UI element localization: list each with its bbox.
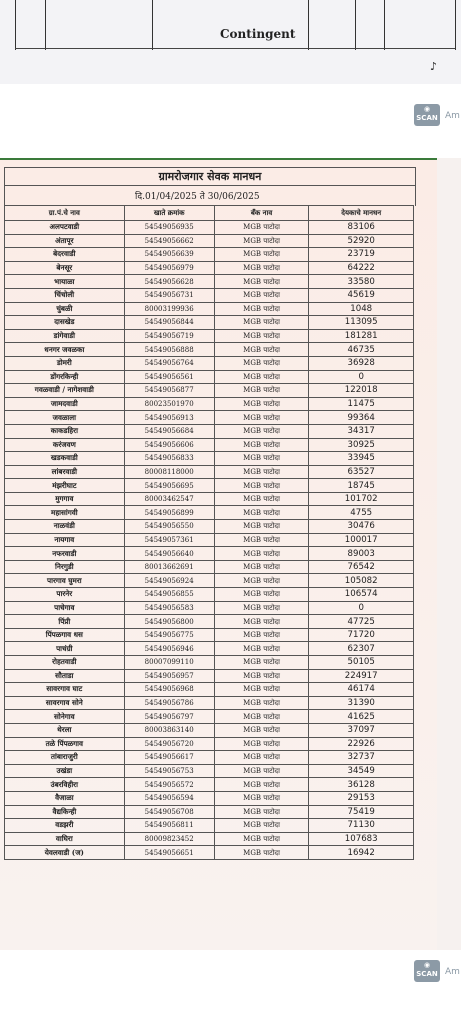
account-no-cell: 54549056606	[124, 438, 214, 452]
gp-name-cell: धनगर जवळका	[5, 343, 125, 357]
bank-name-cell: MGB पाटोदा	[214, 397, 309, 411]
bank-name-cell: MGB पाटोदा	[214, 710, 309, 724]
account-no-cell: 80009823452	[124, 832, 214, 846]
table-row	[5, 533, 414, 547]
account-no-cell: 54549056968	[124, 683, 214, 697]
amount-cell: 89003	[309, 547, 414, 561]
account-no-cell: 54549056561	[124, 370, 214, 384]
header-bank-name: बँक नाव	[214, 206, 309, 221]
gp-name-cell: वाघिरा	[5, 832, 125, 846]
table-row	[5, 356, 414, 370]
amount-cell: 50105	[309, 656, 414, 670]
table-row	[5, 438, 414, 452]
table-row	[5, 791, 414, 805]
amount-cell: 75419	[309, 805, 414, 819]
account-no-cell: 54549056775	[124, 628, 214, 642]
amount-cell: 33580	[309, 275, 414, 289]
bank-name-cell: MGB पाटोदा	[214, 560, 309, 574]
bank-name-cell: MGB पाटोदा	[214, 615, 309, 629]
table-row	[5, 723, 414, 737]
gp-name-cell: नफरवाडी	[5, 547, 125, 561]
table-row	[5, 492, 414, 506]
account-no-cell: 54549056957	[124, 669, 214, 683]
table-row	[5, 601, 414, 615]
account-no-cell: 80003199936	[124, 302, 214, 316]
amount-cell: 76542	[309, 560, 414, 574]
amount-cell: 106574	[309, 588, 414, 602]
table-row	[5, 696, 414, 710]
gp-name-cell: येवलवाडी (ज)	[5, 846, 125, 860]
bank-name-cell: MGB पाटोदा	[214, 656, 309, 670]
amount-cell: 107683	[309, 832, 414, 846]
bank-name-cell: MGB पाटोदा	[214, 574, 309, 588]
account-no-cell: 54549056797	[124, 710, 214, 724]
bank-name-cell: MGB पाटोदा	[214, 234, 309, 248]
bank-name-cell: MGB पाटोदा	[214, 533, 309, 547]
account-no-cell: 54549057361	[124, 533, 214, 547]
gp-name-cell: जवळाला	[5, 411, 125, 425]
gp-name-cell: तांबाराजुरी	[5, 751, 125, 765]
gp-name-cell: डोमरी	[5, 356, 125, 370]
table-row	[5, 778, 414, 792]
gp-name-cell: महासांगवी	[5, 506, 125, 520]
table-divider	[355, 0, 356, 50]
bank-name-cell: MGB पाटोदा	[214, 384, 309, 398]
table-row	[5, 669, 414, 683]
table-row	[5, 805, 414, 819]
account-no-cell: 54549056924	[124, 574, 214, 588]
gp-name-cell: मंझरीघाट	[5, 479, 125, 493]
table-row	[5, 683, 414, 697]
table-row	[5, 261, 414, 275]
account-no-cell: 54549056708	[124, 805, 214, 819]
bank-name-cell: MGB पाटोदा	[214, 248, 309, 262]
bank-name-cell: MGB पाटोदा	[214, 601, 309, 615]
gp-name-cell: पाचंग्री	[5, 642, 125, 656]
document-title: ग्रामरोजगार सेवक मानधन	[4, 167, 416, 185]
bank-name-cell: MGB पाटोदा	[214, 832, 309, 846]
gp-name-cell: लांबरवाडी	[5, 465, 125, 479]
amount-cell: 83106	[309, 221, 414, 235]
gp-name-cell: सावरगाव घाट	[5, 683, 125, 697]
account-no-cell: 54549056753	[124, 764, 214, 778]
table-header-row	[5, 206, 414, 221]
amount-cell: 32737	[309, 751, 414, 765]
contingent-label: Contingent	[220, 27, 296, 41]
amount-cell: 33945	[309, 452, 414, 466]
table-row	[5, 316, 414, 330]
account-no-cell: 54549056800	[124, 615, 214, 629]
gp-name-cell: नायगाव	[5, 533, 125, 547]
table-row	[5, 520, 414, 534]
amount-cell: 71130	[309, 819, 414, 833]
amount-cell: 101702	[309, 492, 414, 506]
account-no-cell: 80007099110	[124, 656, 214, 670]
table-row	[5, 343, 414, 357]
amount-cell: 30925	[309, 438, 414, 452]
table-row	[5, 329, 414, 343]
bank-name-cell: MGB पाटोदा	[214, 669, 309, 683]
table-row	[5, 452, 414, 466]
amount-cell: 29153	[309, 791, 414, 805]
amount-cell: 11475	[309, 397, 414, 411]
gp-name-cell: मुगगाव	[5, 492, 125, 506]
gp-name-cell: चुंबळी	[5, 302, 125, 316]
document-page	[0, 158, 437, 952]
gp-name-cell: थेरला	[5, 723, 125, 737]
account-no-cell: 54549056731	[124, 288, 214, 302]
bank-name-cell: MGB पाटोदा	[214, 764, 309, 778]
amount-cell: 46735	[309, 343, 414, 357]
account-no-cell: 54549056651	[124, 846, 214, 860]
account-no-cell: 80023501970	[124, 397, 214, 411]
gp-name-cell: डोंगरकिन्ही	[5, 370, 125, 384]
amount-cell: 41625	[309, 710, 414, 724]
account-no-cell: 54549056855	[124, 588, 214, 602]
account-no-cell: 54549056979	[124, 261, 214, 275]
amount-cell: 62307	[309, 642, 414, 656]
gp-name-cell: करंजवण	[5, 438, 125, 452]
page-edge	[437, 158, 461, 950]
table-row	[5, 370, 414, 384]
bank-name-cell: MGB पाटोदा	[214, 438, 309, 452]
table-row	[5, 832, 414, 846]
honorarium-table	[4, 205, 414, 860]
gp-name-cell: उखंडा	[5, 764, 125, 778]
account-no-cell: 54549056811	[124, 819, 214, 833]
amount-cell: 1048	[309, 302, 414, 316]
table-divider	[152, 0, 153, 50]
table-row	[5, 547, 414, 561]
account-no-cell: 54549056639	[124, 248, 214, 262]
table-row	[5, 275, 414, 289]
bank-name-cell: MGB पाटोदा	[214, 479, 309, 493]
amount-cell: 34317	[309, 424, 414, 438]
account-no-cell: 54549056946	[124, 642, 214, 656]
amount-cell: 23719	[309, 248, 414, 262]
bank-name-cell: MGB पाटोदा	[214, 261, 309, 275]
gp-name-cell: वैद्यकिन्ही	[5, 805, 125, 819]
account-no-cell: 54549056786	[124, 696, 214, 710]
previous-page-fragment	[0, 0, 461, 84]
table-row	[5, 710, 414, 724]
amount-cell: 31390	[309, 696, 414, 710]
table-row	[5, 751, 414, 765]
bank-name-cell: MGB पाटोदा	[214, 275, 309, 289]
amount-cell: 99364	[309, 411, 414, 425]
account-no-cell: 80013662691	[124, 560, 214, 574]
gp-name-cell: भायाळा	[5, 275, 125, 289]
amount-cell: 0	[309, 370, 414, 384]
gp-name-cell: सावरगाव सोने	[5, 696, 125, 710]
bank-name-cell: MGB पाटोदा	[214, 588, 309, 602]
amount-cell: 46174	[309, 683, 414, 697]
amount-cell: 30476	[309, 520, 414, 534]
gp-name-cell: सौताडा	[5, 669, 125, 683]
table-row	[5, 615, 414, 629]
bank-name-cell: MGB पाटोदा	[214, 316, 309, 330]
handwritten-mark: ♪	[430, 60, 438, 73]
gp-name-cell: बेदरवाडी	[5, 248, 125, 262]
amount-cell: 122018	[309, 384, 414, 398]
table-row	[5, 221, 414, 235]
table-row	[5, 574, 414, 588]
bank-name-cell: MGB पाटोदा	[214, 520, 309, 534]
account-no-cell: 80008118000	[124, 465, 214, 479]
bank-name-cell: MGB पाटोदा	[214, 288, 309, 302]
amount-cell: 224917	[309, 669, 414, 683]
gp-name-cell: निरगुडी	[5, 560, 125, 574]
gp-name-cell: चिंचोली	[5, 288, 125, 302]
gp-name-cell: जामदवाडी	[5, 397, 125, 411]
bank-name-cell: MGB पाटोदा	[214, 805, 309, 819]
table-row	[5, 465, 414, 479]
account-no-cell: 54549056935	[124, 221, 214, 235]
table-divider	[45, 0, 46, 50]
table-row	[5, 288, 414, 302]
bank-name-cell: MGB पाटोदा	[214, 642, 309, 656]
bank-name-cell: MGB पाटोदा	[214, 791, 309, 805]
amount-cell: 37097	[309, 723, 414, 737]
account-no-cell: 54549056764	[124, 356, 214, 370]
account-no-cell: 54549056720	[124, 737, 214, 751]
amount-cell: 22926	[309, 737, 414, 751]
table-divider	[384, 0, 385, 50]
amount-cell: 47725	[309, 615, 414, 629]
header-account-no: खाते क्रमांक	[124, 206, 214, 221]
bank-name-cell: MGB पाटोदा	[214, 778, 309, 792]
bank-name-cell: MGB पाटोदा	[214, 819, 309, 833]
gp-name-cell: रोहतवाडी	[5, 656, 125, 670]
scan-logo-icon: ◉ SCAN	[414, 104, 440, 126]
account-no-cell: 54549056888	[124, 343, 214, 357]
gp-name-cell: तळे पिंपळगाव	[5, 737, 125, 751]
gp-name-cell: सोनेगाव	[5, 710, 125, 724]
account-no-cell: 54549056583	[124, 601, 214, 615]
table-divider	[15, 0, 16, 50]
table-row	[5, 302, 414, 316]
account-no-cell: 54549056662	[124, 234, 214, 248]
amount-cell: 64222	[309, 261, 414, 275]
account-no-cell: 54549056719	[124, 329, 214, 343]
bank-name-cell: MGB पाटोदा	[214, 506, 309, 520]
table-row	[5, 560, 414, 574]
amount-cell: 113095	[309, 316, 414, 330]
table-row	[5, 479, 414, 493]
gp-name-cell: पिंपळगाव धस	[5, 628, 125, 642]
bank-name-cell: MGB पाटोदा	[214, 221, 309, 235]
amount-cell: 100017	[309, 533, 414, 547]
account-no-cell: 54549056594	[124, 791, 214, 805]
table-divider	[15, 48, 455, 49]
account-no-cell: 54549056877	[124, 384, 214, 398]
bank-name-cell: MGB पाटोदा	[214, 683, 309, 697]
gp-name-cell: वैजाळा	[5, 791, 125, 805]
scan-watermark-text: Am	[445, 967, 460, 977]
account-no-cell: 54549056833	[124, 452, 214, 466]
gp-name-cell: गवळवाडी / नागेशवाडी	[5, 384, 125, 398]
gp-name-cell: अंतापूर	[5, 234, 125, 248]
page-gap-bottom	[0, 950, 461, 1024]
gp-name-cell: पिंप्री	[5, 615, 125, 629]
table-row	[5, 656, 414, 670]
account-no-cell: 54549056640	[124, 547, 214, 561]
account-no-cell: 54549056684	[124, 424, 214, 438]
bank-name-cell: MGB पाटोदा	[214, 723, 309, 737]
bank-name-cell: MGB पाटोदा	[214, 737, 309, 751]
gp-name-cell: दासखेड	[5, 316, 125, 330]
table-row	[5, 506, 414, 520]
account-no-cell: 80003462547	[124, 492, 214, 506]
amount-cell: 45619	[309, 288, 414, 302]
table-row	[5, 234, 414, 248]
bank-name-cell: MGB पाटोदा	[214, 302, 309, 316]
table-row	[5, 588, 414, 602]
scan-logo-icon: ◉ SCAN	[414, 960, 440, 982]
table-divider	[455, 0, 456, 50]
bank-name-cell: MGB पाटोदा	[214, 343, 309, 357]
gp-name-cell: काकडहिरा	[5, 424, 125, 438]
amount-cell: 63527	[309, 465, 414, 479]
bank-name-cell: MGB पाटोदा	[214, 329, 309, 343]
gp-name-cell: खडकवाडी	[5, 452, 125, 466]
bank-name-cell: MGB पाटोदा	[214, 424, 309, 438]
table-row	[5, 642, 414, 656]
table-row	[5, 764, 414, 778]
bank-name-cell: MGB पाटोदा	[214, 751, 309, 765]
amount-cell: 36128	[309, 778, 414, 792]
table-row	[5, 411, 414, 425]
bank-name-cell: MGB पाटोदा	[214, 411, 309, 425]
account-no-cell: 54549056695	[124, 479, 214, 493]
amount-cell: 18745	[309, 479, 414, 493]
gp-name-cell: डांगेवाडी	[5, 329, 125, 343]
table-row	[5, 397, 414, 411]
account-no-cell: 54549056617	[124, 751, 214, 765]
bank-name-cell: MGB पाटोदा	[214, 492, 309, 506]
gp-name-cell: उंबरविहीरा	[5, 778, 125, 792]
gp-name-cell: वडझरी	[5, 819, 125, 833]
amount-cell: 71720	[309, 628, 414, 642]
bank-name-cell: MGB पाटोदा	[214, 465, 309, 479]
scan-watermark-text: Am	[445, 111, 460, 121]
amount-cell: 34549	[309, 764, 414, 778]
gp-name-cell: अलपटवाडी	[5, 221, 125, 235]
amount-cell: 181281	[309, 329, 414, 343]
gp-name-cell: नाळवंडी	[5, 520, 125, 534]
table-row	[5, 846, 414, 860]
table-row	[5, 384, 414, 398]
header-gp-name: ग्रा.पं.चे नाव	[5, 206, 125, 221]
period-row	[4, 185, 416, 206]
account-no-cell: 54549056899	[124, 506, 214, 520]
account-no-cell: 54549056628	[124, 275, 214, 289]
bank-name-cell: MGB पाटोदा	[214, 452, 309, 466]
table-divider	[308, 0, 309, 50]
page-gap	[0, 84, 461, 158]
account-no-cell: 54549056572	[124, 778, 214, 792]
gp-name-cell: पाचेगाव	[5, 601, 125, 615]
bank-name-cell: MGB पाटोदा	[214, 696, 309, 710]
gp-name-cell: पारनेर	[5, 588, 125, 602]
account-no-cell: 80003863140	[124, 723, 214, 737]
amount-cell: 52920	[309, 234, 414, 248]
table-row	[5, 248, 414, 262]
amount-cell: 4755	[309, 506, 414, 520]
gp-name-cell: पारगाव घुमरा	[5, 574, 125, 588]
table-row	[5, 819, 414, 833]
account-no-cell: 54549056844	[124, 316, 214, 330]
account-no-cell: 54549056550	[124, 520, 214, 534]
header-amount: देयकाचे मानधन	[309, 206, 414, 221]
account-no-cell: 54549056913	[124, 411, 214, 425]
bank-name-cell: MGB पाटोदा	[214, 370, 309, 384]
bank-name-cell: MGB पाटोदा	[214, 356, 309, 370]
table-row	[5, 628, 414, 642]
gp-name-cell: बेनसूर	[5, 261, 125, 275]
table-row	[5, 737, 414, 751]
bank-name-cell: MGB पाटोदा	[214, 628, 309, 642]
document-period: दि.01/04/2025 ते 30/06/2025	[135, 192, 260, 202]
amount-cell: 16942	[309, 846, 414, 860]
amount-cell: 105082	[309, 574, 414, 588]
bank-name-cell: MGB पाटोदा	[214, 846, 309, 860]
bank-name-cell: MGB पाटोदा	[214, 547, 309, 561]
amount-cell: 36928	[309, 356, 414, 370]
amount-cell: 0	[309, 601, 414, 615]
table-row	[5, 424, 414, 438]
